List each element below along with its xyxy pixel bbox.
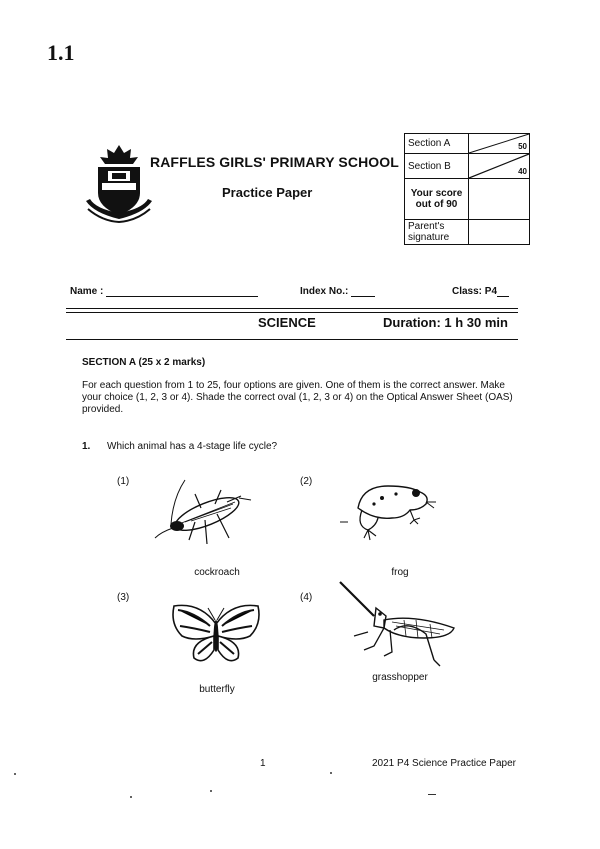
divider-bottom: [66, 339, 518, 340]
score-row-total: [405, 179, 530, 220]
signature-box[interactable]: [469, 220, 530, 245]
frog-icon: [340, 478, 440, 544]
cockroach-icon: [155, 478, 260, 546]
scan-speck: [330, 772, 332, 774]
score-box-total[interactable]: [469, 179, 530, 220]
scan-speck: [210, 790, 212, 792]
option-1-label: cockroach: [194, 567, 240, 578]
name-blank[interactable]: [106, 296, 258, 297]
divider-top: [66, 308, 518, 309]
option-2-number: (2): [300, 476, 313, 487]
score-label-signature: Parent's signature: [405, 220, 469, 245]
paper-title-footer: 2021 P4 Science Practice Paper: [372, 758, 516, 769]
index-label: Index No.:: [300, 286, 349, 297]
question-text: Which animal has a 4-stage life cycle?: [107, 441, 278, 452]
option-3-label: butterfly: [199, 684, 235, 695]
question-1: [82, 441, 277, 452]
score-label-section-a: Section A: [405, 134, 469, 154]
option-4-number: (4): [300, 592, 313, 603]
score-box-section-b[interactable]: [469, 154, 530, 179]
butterfly-icon: [170, 602, 262, 668]
page-number: 1: [260, 758, 266, 769]
class-label: Class: P4: [452, 286, 498, 297]
score-table: [404, 133, 530, 245]
index-field[interactable]: [300, 286, 375, 297]
score-label-section-b: Section B: [405, 154, 469, 179]
name-label: Name :: [70, 286, 104, 297]
subject-title: SCIENCE: [258, 315, 316, 330]
duration: Duration: 1 h 30 min: [383, 315, 508, 330]
school-crest-logo: [84, 143, 154, 223]
section-a-heading: SECTION A (25 x 2 marks): [82, 357, 206, 368]
option-2-label: frog: [391, 567, 409, 578]
scan-mark: [428, 794, 436, 795]
paper-subtitle: Practice Paper: [222, 185, 313, 200]
class-field[interactable]: [452, 286, 509, 297]
option-1-number: (1): [117, 476, 130, 487]
name-field[interactable]: [70, 286, 258, 297]
max-marks-section-b: 40: [518, 167, 527, 176]
question-number: 1.: [82, 441, 91, 452]
class-blank[interactable]: [497, 296, 509, 297]
section-a-instructions: For each question from 1 to 25, four options are given. One of them is the correct answer. Make your choice (1, 2, 3 or 4). Shade the correct oval (1, 2, 3 or 4) on the Optical Answer Sheet (OAS) provided.: [82, 380, 513, 415]
index-blank[interactable]: [351, 296, 375, 297]
grasshopper-icon: [334, 580, 462, 672]
option-3-number: (3): [117, 592, 130, 603]
max-marks-section-a: 50: [518, 142, 527, 151]
scan-speck: [130, 796, 132, 798]
divider-top-2: [66, 312, 518, 313]
score-row-signature: [405, 220, 530, 245]
score-row-section-b: [405, 154, 530, 179]
score-row-section-a: [405, 134, 530, 154]
score-label-total: Your score out of 90: [405, 179, 469, 220]
score-box-section-a[interactable]: [469, 134, 530, 154]
school-name: RAFFLES GIRLS' PRIMARY SCHOOL: [150, 154, 399, 170]
option-4-label: grasshopper: [372, 672, 428, 683]
page-reference: 1.1: [47, 40, 75, 65]
scan-speck: [14, 773, 16, 775]
